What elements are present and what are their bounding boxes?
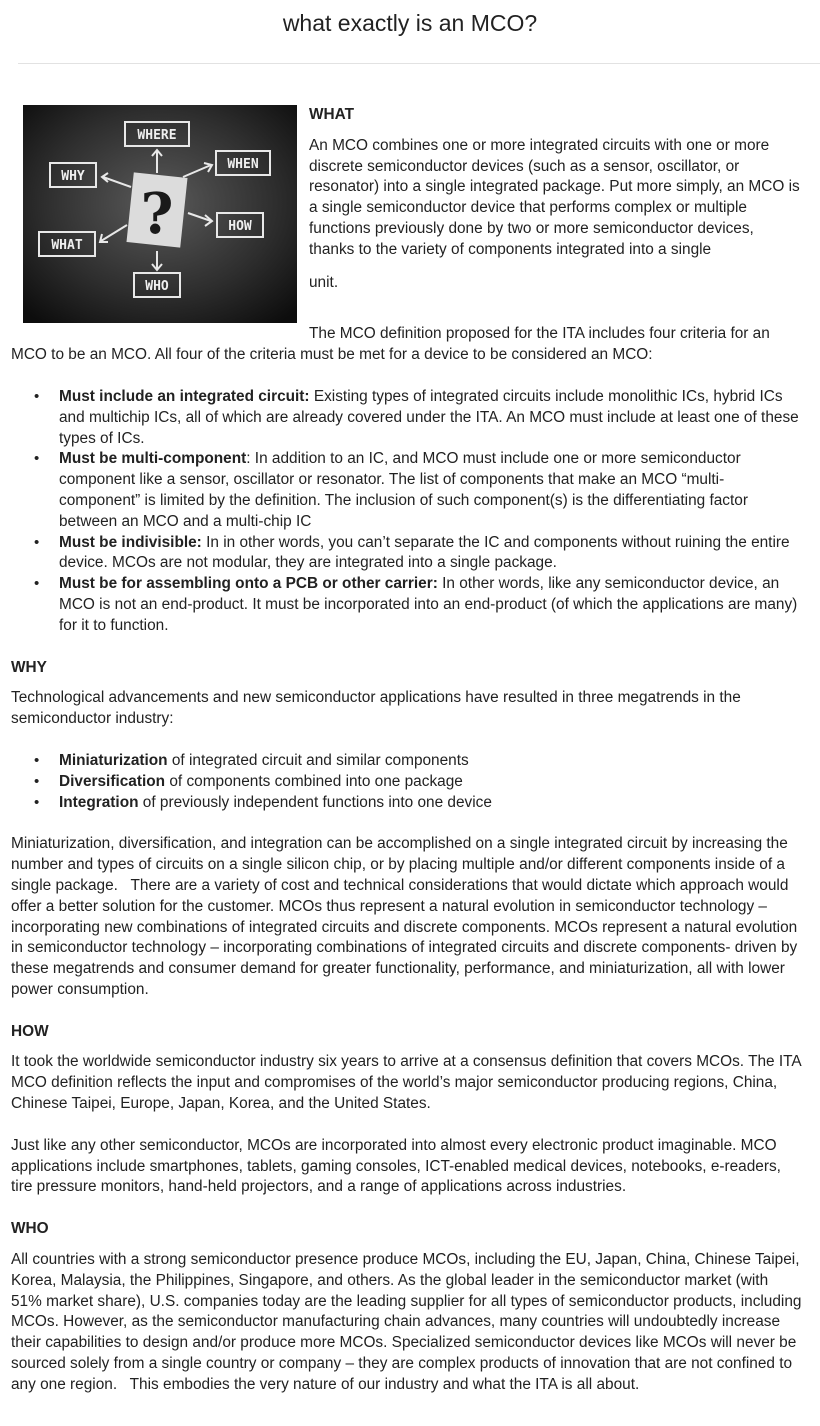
- why-label: WHY: [61, 169, 85, 184]
- megatrend-term: Integration: [59, 793, 139, 811]
- megatrend-text: of integrated circuit and similar components: [167, 751, 469, 769]
- criteria-term: Must be indivisible:: [59, 533, 202, 551]
- criteria-term: Must include an integrated circuit:: [59, 387, 310, 405]
- how-paragraph-2: Just like any other semiconductor, MCOs are incorporated into almost every electronic product imaginable. MCO applications include smartphones, tablets, gaming consoles, ICT-enabled medical devices, notebooks, e-readers, tire pressure monitors, hand-held projectors, and a range of applications across industries.: [11, 1136, 781, 1196]
- criteria-text: : In addition to an IC, and MCO must include one or more semiconductor component like a sensor, oscillator or resonator. The list of components that make an MCO “multi-component” is limited by the definition. The inclusion of such component(s) is the differentiating factor between an MCO and a multi-chip IC: [59, 450, 748, 530]
- megatrends-list: [11, 751, 803, 813]
- why-body: Miniaturization, diversification, and integration can be accomplished on a single integrated circuit by increasing the number and types of circuits on a single silicon chip, or by placing multiple and/or different components inside of a single package. There are a variety of cost and technical considerations that would dictate which approach would offer a better solution for the customer. MCOs thus represent a natural evolution in semiconductor technology – incorporating new combinations of integrated circuits and discrete components. MCOs represent a natural evolution in semiconductor technology – incorporating combinations of integrated circuits and discrete components- driven by these megatrends and consumer demand for greater functionality, performance, and miniaturization, all with lower power consumption.: [11, 835, 798, 998]
- megatrend-text: of previously independent functions into one device: [138, 793, 492, 811]
- megatrend-term: Diversification: [59, 772, 166, 790]
- megatrend-item: [59, 772, 803, 793]
- what-label: WHAT: [51, 238, 83, 253]
- definition-paragraph: The MCO definition proposed for the ITA includes four criteria for an MCO to be an MCO. All four of the criteria must be met for a device to be considered an MCO:: [11, 325, 770, 364]
- megatrend-item: [59, 793, 803, 814]
- criteria-item: [59, 533, 803, 575]
- criteria-term: Must be for assembling onto a PCB or other carrier:: [59, 575, 438, 593]
- page-title: what exactly is an MCO?: [282, 10, 538, 36]
- criteria-item: [59, 574, 803, 636]
- criteria-list: [11, 387, 803, 637]
- what-heading: WHAT: [309, 106, 355, 123]
- who-heading: WHO: [11, 1220, 49, 1238]
- criteria-text: In in other words, you can’t separate the IC and components without ruining the entire device. MCOs are not modular, they are integrated into a single package.: [59, 533, 790, 572]
- megatrend-text: of components combined into one package: [165, 772, 463, 790]
- what-section: [11, 92, 803, 366]
- why-intro: Technological advancements and new semiconductor applications have resulted in three megatrends in the semiconductor industry:: [11, 689, 741, 728]
- title-divider: [18, 63, 820, 64]
- what-intro: An MCO combines one or more integrated circuits with one or more discrete semiconductor devices (such as a sensor, oscillator, or resonator) into a single integrated package. Put more simply, an MCO is a single semiconductor device that performs complex or multiple functions previously done by two or more semiconductor devices, thanks to the variety of components integrated into a single: [309, 136, 800, 258]
- where-label: WHERE: [137, 128, 177, 143]
- criteria-text: In other words, like any semiconductor device, an MCO is not an end-product. It must be incorporated into an end-product (of which the applications are many) for it to function.: [59, 575, 798, 634]
- megatrend-item: [59, 751, 803, 772]
- criteria-item: [59, 449, 803, 532]
- question-words-illustration: [23, 105, 297, 323]
- who-label: WHO: [145, 279, 169, 294]
- question-mark-icon: ?: [140, 181, 174, 247]
- how-heading: HOW: [11, 1022, 49, 1040]
- how-label: HOW: [228, 219, 252, 234]
- article-body: [11, 92, 803, 1396]
- what-intro-tail: unit.: [309, 273, 339, 291]
- criteria-term: Must be multi-component: [59, 450, 247, 468]
- when-label: WHEN: [227, 157, 259, 172]
- megatrend-term: Miniaturization: [59, 751, 168, 769]
- criteria-item: [59, 387, 803, 449]
- who-body: All countries with a strong semiconductor presence produce MCOs, including the EU, Japan, China, Chinese Taipei, Korea, Malaysia, the Philippines, Singapore, and others. As the global leader in the semiconductor market (with 51% market share), U.S. companies today are the leading supplier for all types of semiconductor products, including MCOs. However, as the semiconductor manufacturing chain advances, many countries will undoubtedly increase their capabilities to design and/or produce more MCOs. Specialized semiconductor devices like MCOs will never be sourced solely from a single country or company – they are complex products of innovation that are not confined to any one region. This embodies the very nature of our industry and what the ITA is all about.: [11, 1251, 802, 1393]
- why-heading: WHY: [11, 658, 47, 676]
- how-paragraph-1: It took the worldwide semiconductor industry six years to arrive at a consensus definition that covers MCOs. The ITA MCO definition reflects the input and compromises of the world’s major semiconductor producing regions, China, Chinese Taipei, Europe, Japan, Korea, and the United States.: [11, 1053, 801, 1113]
- chalkboard-image: [23, 105, 297, 323]
- criteria-text: Existing types of integrated circuits include monolithic ICs, hybrid ICs and multichip ICs, all of which are already covered under the ITA. An MCO must include at least one of these types of ICs.: [59, 387, 799, 447]
